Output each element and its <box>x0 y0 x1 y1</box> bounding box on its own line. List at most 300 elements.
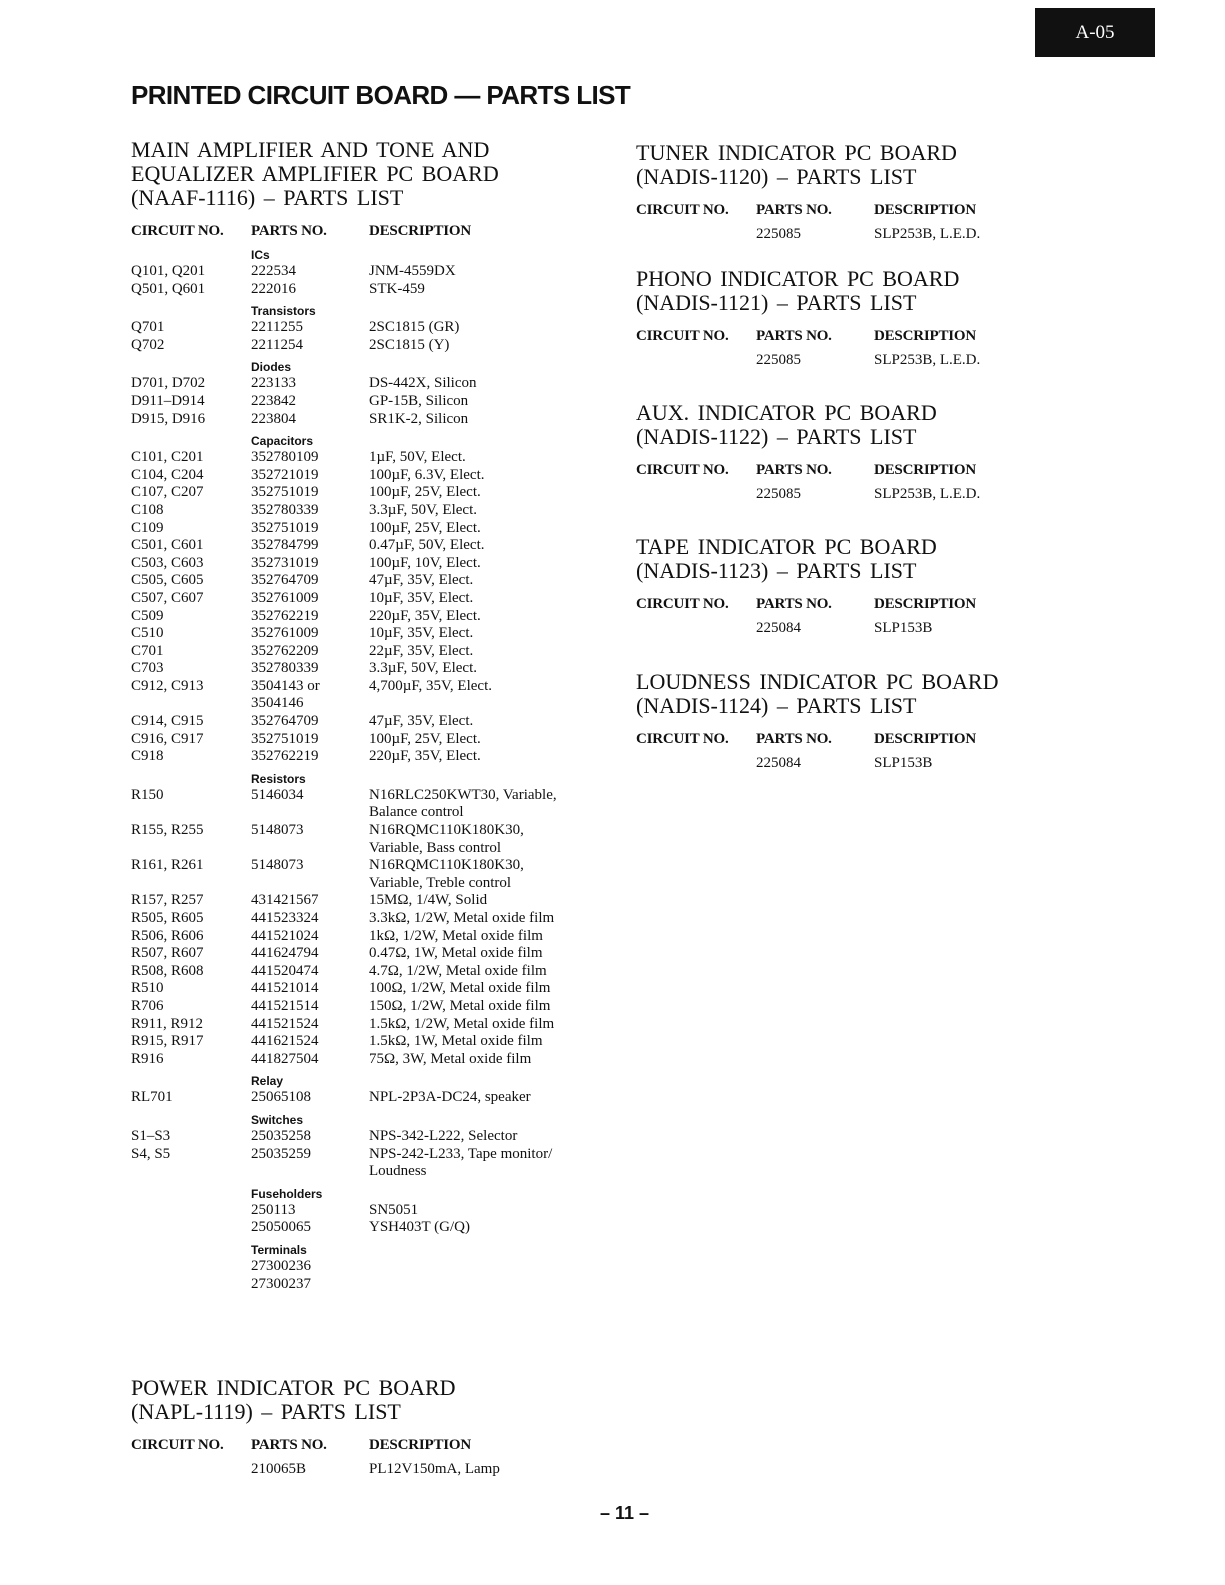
part-no: 210065B <box>251 1461 307 1477</box>
section-title-line: EQUALIZER AMPLIFIER PC BOARD <box>131 161 499 186</box>
parts-row <box>131 608 611 626</box>
circuit-no: R150 <box>131 786 164 803</box>
circuit-no: R510 <box>131 980 164 997</box>
description: 100µF, 25V, Elect. <box>369 730 481 747</box>
spacer <box>131 298 251 319</box>
group-label: Transistors <box>251 304 316 319</box>
circuit-no: Q501, Q601 <box>131 280 206 297</box>
parts-no-header: PARTS NO. <box>756 328 832 344</box>
circuit-no: D915, D916 <box>131 410 206 427</box>
parts-no-header: PARTS NO. <box>756 202 832 218</box>
parts-row <box>636 349 1056 371</box>
part-no: 5148073 <box>251 822 304 839</box>
section-title <box>636 141 1056 189</box>
circuit-no: R506, R606 <box>131 927 204 944</box>
part-no: 352721019 <box>251 466 319 483</box>
description: SLP253B, L.E.D. <box>874 486 981 502</box>
column-header <box>131 220 611 242</box>
parts-row <box>131 484 611 502</box>
parts-row <box>131 1163 611 1181</box>
description: SLP153B <box>874 620 933 636</box>
parts-row <box>131 695 611 713</box>
parts-row <box>131 804 611 822</box>
group-label-row <box>131 766 611 787</box>
circuit-no: C501, C601 <box>131 537 204 554</box>
column-header <box>636 325 1056 347</box>
description: 47µF, 35V, Elect. <box>369 713 474 730</box>
group-label-row <box>131 242 611 263</box>
part-no: 5148073 <box>251 857 304 874</box>
group-label-row <box>131 1068 611 1089</box>
column-header <box>636 459 1056 481</box>
parts-row <box>636 752 1056 774</box>
part-no: 352761009 <box>251 625 319 642</box>
circuit-no <box>131 875 251 893</box>
circuit-no <box>131 1163 251 1181</box>
spacer <box>131 766 251 787</box>
circuit-no: R161, R261 <box>131 857 204 874</box>
description-header: DESCRIPTION <box>369 1437 471 1453</box>
part-no: 3504143 or <box>251 677 320 694</box>
parts-row <box>131 520 611 538</box>
circuit-no <box>131 695 251 713</box>
parts-row <box>131 840 611 858</box>
parts-row <box>131 590 611 608</box>
circuit-no <box>636 223 756 245</box>
circuit-no: C104, C204 <box>131 466 204 483</box>
parts-row <box>131 875 611 893</box>
circuit-no <box>131 1258 251 1276</box>
circuit-no-header: CIRCUIT NO. <box>636 202 729 218</box>
circuit-no: C503, C603 <box>131 554 204 571</box>
part-no: 352780339 <box>251 660 319 677</box>
parts-row <box>131 537 611 555</box>
section-title-line: (NAAF-1116) – PARTS LIST <box>131 185 404 210</box>
circuit-no: C918 <box>131 748 164 765</box>
description: 3.3kΩ, 1/2W, Metal oxide film <box>369 910 555 926</box>
section-title <box>636 670 1056 718</box>
circuit-no: Q702 <box>131 336 165 353</box>
parts-row <box>131 910 611 928</box>
group-label-row <box>131 428 611 449</box>
parts-row <box>131 643 611 661</box>
parts-list <box>131 242 611 1293</box>
part-no: 441621524 <box>251 1033 319 1050</box>
description: SR1K-2, Silicon <box>369 410 469 427</box>
circuit-no: R505, R605 <box>131 910 204 926</box>
description: N16RLC250KWT30, Variable, <box>369 786 557 803</box>
description: 100µF, 25V, Elect. <box>369 484 481 501</box>
description: 150Ω, 1/2W, Metal oxide film <box>369 997 551 1014</box>
group-label-row <box>131 354 611 375</box>
phono-indicator-section <box>636 267 1056 371</box>
circuit-no: R915, R917 <box>131 1033 204 1050</box>
description: N16RQMC110K180K30, <box>369 822 524 839</box>
spacer <box>131 1068 251 1089</box>
part-no: 25035259 <box>251 1145 311 1162</box>
description: DS-442X, Silicon <box>369 375 477 392</box>
parts-row <box>131 375 611 393</box>
part-no: 25050065 <box>251 1219 311 1236</box>
circuit-no: C914, C915 <box>131 713 204 730</box>
tuner-indicator-section <box>636 141 1056 245</box>
parts-row <box>131 713 611 731</box>
description: 10µF, 35V, Elect. <box>369 625 474 642</box>
part-no: 25035258 <box>251 1127 311 1144</box>
section-title-line: TAPE INDICATOR PC BOARD <box>636 534 937 559</box>
description: NPS-342-L222, Selector <box>369 1127 518 1144</box>
parts-row <box>131 1258 611 1276</box>
section-title-line: POWER INDICATOR PC BOARD <box>131 1375 456 1400</box>
description: SLP253B, L.E.D. <box>874 352 981 368</box>
description: 15MΩ, 1/4W, Solid <box>369 892 488 909</box>
circuit-no <box>131 1276 251 1294</box>
description: Variable, Treble control <box>369 874 512 891</box>
parts-row <box>131 731 611 749</box>
circuit-no-header: CIRCUIT NO. <box>636 731 729 747</box>
parts-no-header: PARTS NO. <box>251 1437 327 1453</box>
spacer <box>131 242 251 263</box>
description: 4,700µF, 35V, Elect. <box>369 677 492 694</box>
main-amplifier-section <box>131 138 611 1293</box>
parts-no-header: PARTS NO. <box>251 223 327 239</box>
parts-no-header: PARTS NO. <box>756 731 832 747</box>
part-no: 352751019 <box>251 519 319 536</box>
circuit-no <box>131 840 251 858</box>
part-no: 352764709 <box>251 572 319 589</box>
circuit-no: C510 <box>131 625 164 642</box>
circuit-no-header: CIRCUIT NO. <box>131 223 224 239</box>
section-title-line: (NADIS-1121) – PARTS LIST <box>636 290 917 315</box>
circuit-no: C912, C913 <box>131 677 204 694</box>
description: 220µF, 35V, Elect. <box>369 748 481 765</box>
column-header <box>131 1434 611 1456</box>
description-header: DESCRIPTION <box>874 462 976 478</box>
part-no: 352784799 <box>251 537 319 554</box>
part-no: 441523324 <box>251 910 319 926</box>
section-title-line: MAIN AMPLIFIER AND TONE AND <box>131 137 490 162</box>
description: 100µF, 6.3V, Elect. <box>369 466 485 483</box>
column-header <box>636 728 1056 750</box>
column-header <box>636 199 1056 221</box>
part-no: 352762209 <box>251 642 319 659</box>
part-no: 223133 <box>251 375 296 392</box>
description <box>369 695 611 713</box>
part-no: 352731019 <box>251 554 319 571</box>
part-no: 441521514 <box>251 997 319 1014</box>
part-no: 225085 <box>756 486 801 502</box>
part-no: 441521014 <box>251 980 319 997</box>
spacer <box>131 1237 251 1258</box>
circuit-no: R155, R255 <box>131 822 204 839</box>
circuit-no-header: CIRCUIT NO. <box>636 328 729 344</box>
description: N16RQMC110K180K30, <box>369 857 524 874</box>
part-no: 223842 <box>251 392 296 409</box>
group-label-row <box>131 1237 611 1258</box>
part-no: 352751019 <box>251 484 319 501</box>
parts-row <box>131 1051 611 1069</box>
description: PL12V150mA, Lamp <box>369 1461 500 1477</box>
parts-row <box>131 263 611 281</box>
description: 0.47Ω, 1W, Metal oxide film <box>369 945 543 962</box>
description: 10µF, 35V, Elect. <box>369 589 474 606</box>
part-no <box>251 1163 369 1181</box>
parts-row <box>131 1128 611 1146</box>
section-title-line: TUNER INDICATOR PC BOARD <box>636 140 957 165</box>
circuit-no-header: CIRCUIT NO. <box>636 462 729 478</box>
group-label: Relay <box>251 1074 284 1089</box>
circuit-no: S1–S3 <box>131 1127 171 1144</box>
circuit-no <box>636 752 756 774</box>
circuit-no <box>131 1458 251 1480</box>
circuit-no: R706 <box>131 997 164 1014</box>
description: SN5051 <box>369 1201 419 1218</box>
description <box>369 1276 611 1294</box>
group-label: Switches <box>251 1112 304 1127</box>
parts-row <box>636 223 1056 245</box>
circuit-no: C109 <box>131 519 164 536</box>
part-no: 441521024 <box>251 927 319 944</box>
parts-row <box>131 1219 611 1237</box>
description: 1.5kΩ, 1W, Metal oxide film <box>369 1033 543 1050</box>
description: YSH403T (G/Q) <box>369 1219 470 1236</box>
section-title-line: (NADIS-1123) – PARTS LIST <box>636 558 917 583</box>
part-no: 441520474 <box>251 962 319 979</box>
circuit-no: C505, C605 <box>131 572 204 589</box>
spacer <box>131 1107 251 1128</box>
description: Variable, Bass control <box>369 839 502 856</box>
part-no: 352762219 <box>251 748 319 765</box>
group-label: ICs <box>251 248 270 262</box>
description: 3.3µF, 50V, Elect. <box>369 501 477 518</box>
description: JNM-4559DX <box>369 263 456 279</box>
part-no <box>251 804 369 822</box>
section-title-line: (NAPL-1119) – PARTS LIST <box>131 1399 401 1424</box>
part-no: 441827504 <box>251 1050 319 1067</box>
circuit-no: C916, C917 <box>131 730 204 747</box>
description: SLP153B <box>874 755 933 771</box>
group-label: Capacitors <box>251 434 314 449</box>
parts-row <box>131 467 611 485</box>
description: 2SC1815 (Y) <box>369 336 450 353</box>
description: 1.5kΩ, 1/2W, Metal oxide film <box>369 1015 555 1032</box>
part-no: 352780339 <box>251 501 319 518</box>
circuit-no: D911–D914 <box>131 392 205 409</box>
circuit-no: C509 <box>131 607 164 624</box>
parts-row <box>131 822 611 840</box>
circuit-no: R157, R257 <box>131 892 204 909</box>
parts-row <box>131 678 611 696</box>
parts-row <box>131 281 611 299</box>
description-header: DESCRIPTION <box>874 328 976 344</box>
part-no: 3504146 <box>251 695 304 712</box>
circuit-no: C107, C207 <box>131 484 204 501</box>
spacer <box>131 1181 251 1202</box>
parts-row <box>131 449 611 467</box>
parts-row <box>131 555 611 573</box>
description: 100Ω, 1/2W, Metal oxide film <box>369 980 551 997</box>
parts-row <box>131 1016 611 1034</box>
group-label: Terminals <box>251 1242 307 1257</box>
group-label: Resistors <box>251 771 306 786</box>
spacer <box>131 428 251 449</box>
circuit-no: C101, C201 <box>131 449 204 466</box>
group-label-row <box>131 1107 611 1128</box>
part-no: 223804 <box>251 410 296 427</box>
section-title <box>131 138 611 210</box>
parts-row <box>131 928 611 946</box>
section-title-line: (NADIS-1120) – PARTS LIST <box>636 164 917 189</box>
description-header: DESCRIPTION <box>874 202 976 218</box>
circuit-no <box>131 804 251 822</box>
power-indicator-section <box>131 1376 611 1480</box>
circuit-no: S4, S5 <box>131 1145 171 1162</box>
parts-row <box>131 963 611 981</box>
section-title-line: AUX. INDICATOR PC BOARD <box>636 400 937 425</box>
part-no: 352762219 <box>251 607 319 624</box>
part-no: 25065108 <box>251 1089 311 1106</box>
circuit-no-header: CIRCUIT NO. <box>636 596 729 612</box>
circuit-no <box>636 483 756 505</box>
parts-row <box>131 787 611 805</box>
parts-row <box>131 337 611 355</box>
parts-row <box>131 945 611 963</box>
parts-no-header: PARTS NO. <box>756 596 832 612</box>
section-title <box>131 1376 611 1424</box>
part-no: 5146034 <box>251 786 304 803</box>
group-label: Diodes <box>251 360 292 375</box>
section-title <box>636 535 1056 583</box>
circuit-no: R508, R608 <box>131 962 204 979</box>
parts-row <box>636 617 1056 639</box>
tape-indicator-section <box>636 535 1056 639</box>
part-no <box>251 840 369 858</box>
part-no: 441624794 <box>251 945 319 962</box>
part-no: 225085 <box>756 352 801 368</box>
part-no: 225084 <box>756 620 801 636</box>
parts-row <box>131 892 611 910</box>
description: 0.47µF, 50V, Elect. <box>369 537 485 554</box>
part-no: 352761009 <box>251 589 319 606</box>
parts-row <box>131 411 611 429</box>
section-title <box>636 401 1056 449</box>
section-title-line: (NADIS-1124) – PARTS LIST <box>636 693 917 718</box>
description: 2SC1815 (GR) <box>369 319 460 336</box>
description-header: DESCRIPTION <box>369 223 471 239</box>
parts-row <box>131 1458 611 1480</box>
circuit-no <box>131 1219 251 1237</box>
part-no: 2211255 <box>251 319 303 336</box>
document-title: PRINTED CIRCUIT BOARD — PARTS LIST <box>131 80 631 110</box>
circuit-no: R911, R912 <box>131 1015 203 1032</box>
description: GP-15B, Silicon <box>369 392 469 409</box>
description: 3.3µF, 50V, Elect. <box>369 660 477 677</box>
part-no: 352764709 <box>251 713 319 730</box>
description: Loudness <box>369 1163 427 1180</box>
parts-row <box>131 857 611 875</box>
aux-indicator-section <box>636 401 1056 505</box>
parts-row <box>131 1089 611 1107</box>
part-no: 2211254 <box>251 336 303 353</box>
part-no: 441521524 <box>251 1015 319 1032</box>
circuit-no <box>636 617 756 639</box>
part-no: 225084 <box>756 755 801 771</box>
parts-row <box>131 572 611 590</box>
spacer <box>131 354 251 375</box>
circuit-no-header: CIRCUIT NO. <box>131 1437 224 1453</box>
loudness-indicator-section <box>636 670 1056 774</box>
description: NPS-242-L233, Tape monitor/ <box>369 1145 553 1162</box>
parts-row <box>131 1276 611 1294</box>
parts-row <box>131 998 611 1016</box>
description: 75Ω, 3W, Metal oxide film <box>369 1050 532 1067</box>
parts-row <box>131 980 611 998</box>
group-label-row <box>131 1181 611 1202</box>
section-title-line: (NADIS-1122) – PARTS LIST <box>636 424 917 449</box>
parts-row <box>131 625 611 643</box>
parts-row <box>636 483 1056 505</box>
part-no <box>251 875 369 893</box>
parts-row <box>131 319 611 337</box>
group-label-row <box>131 298 611 319</box>
part-no: 250113 <box>251 1201 296 1218</box>
section-title <box>636 267 1056 315</box>
part-no: 352780109 <box>251 449 319 466</box>
circuit-no: R916 <box>131 1050 164 1067</box>
description: STK-459 <box>369 280 425 297</box>
part-no: 222534 <box>251 263 296 279</box>
page-tag: A-05 <box>1035 8 1155 57</box>
section-title-line: LOUDNESS INDICATOR PC BOARD <box>636 669 999 694</box>
parts-row <box>131 502 611 520</box>
parts-no-header: PARTS NO. <box>756 462 832 478</box>
description: 220µF, 35V, Elect. <box>369 607 481 624</box>
circuit-no <box>131 1202 251 1220</box>
circuit-no: C108 <box>131 501 164 518</box>
description: NPL-2P3A-DC24, speaker <box>369 1089 531 1106</box>
parts-row <box>131 1033 611 1051</box>
description: Balance control <box>369 804 464 821</box>
part-no: 27300236 <box>251 1257 311 1274</box>
circuit-no: C507, C607 <box>131 589 204 606</box>
section-title-line: PHONO INDICATOR PC BOARD <box>636 266 960 291</box>
page-number: – 11 – <box>600 1503 650 1523</box>
part-no: 27300237 <box>251 1275 311 1292</box>
circuit-no: RL701 <box>131 1089 173 1106</box>
circuit-no: Q101, Q201 <box>131 263 206 279</box>
parts-row <box>131 393 611 411</box>
parts-row <box>131 660 611 678</box>
description: 22µF, 35V, Elect. <box>369 642 474 659</box>
part-no: 352751019 <box>251 730 319 747</box>
description <box>369 1258 611 1276</box>
parts-row <box>131 1202 611 1220</box>
circuit-no: Q701 <box>131 319 165 336</box>
part-no: 431421567 <box>251 892 319 909</box>
column-header <box>636 593 1056 615</box>
circuit-no: C703 <box>131 660 164 677</box>
description: 1kΩ, 1/2W, Metal oxide film <box>369 927 543 944</box>
description-header: DESCRIPTION <box>874 596 976 612</box>
circuit-no: D701, D702 <box>131 375 206 392</box>
description: 4.7Ω, 1/2W, Metal oxide film <box>369 962 547 979</box>
description: SLP253B, L.E.D. <box>874 226 981 242</box>
description: 100µF, 10V, Elect. <box>369 554 481 571</box>
circuit-no: C701 <box>131 642 164 659</box>
description-header: DESCRIPTION <box>874 731 976 747</box>
description: 47µF, 35V, Elect. <box>369 572 474 589</box>
parts-row <box>131 748 611 766</box>
